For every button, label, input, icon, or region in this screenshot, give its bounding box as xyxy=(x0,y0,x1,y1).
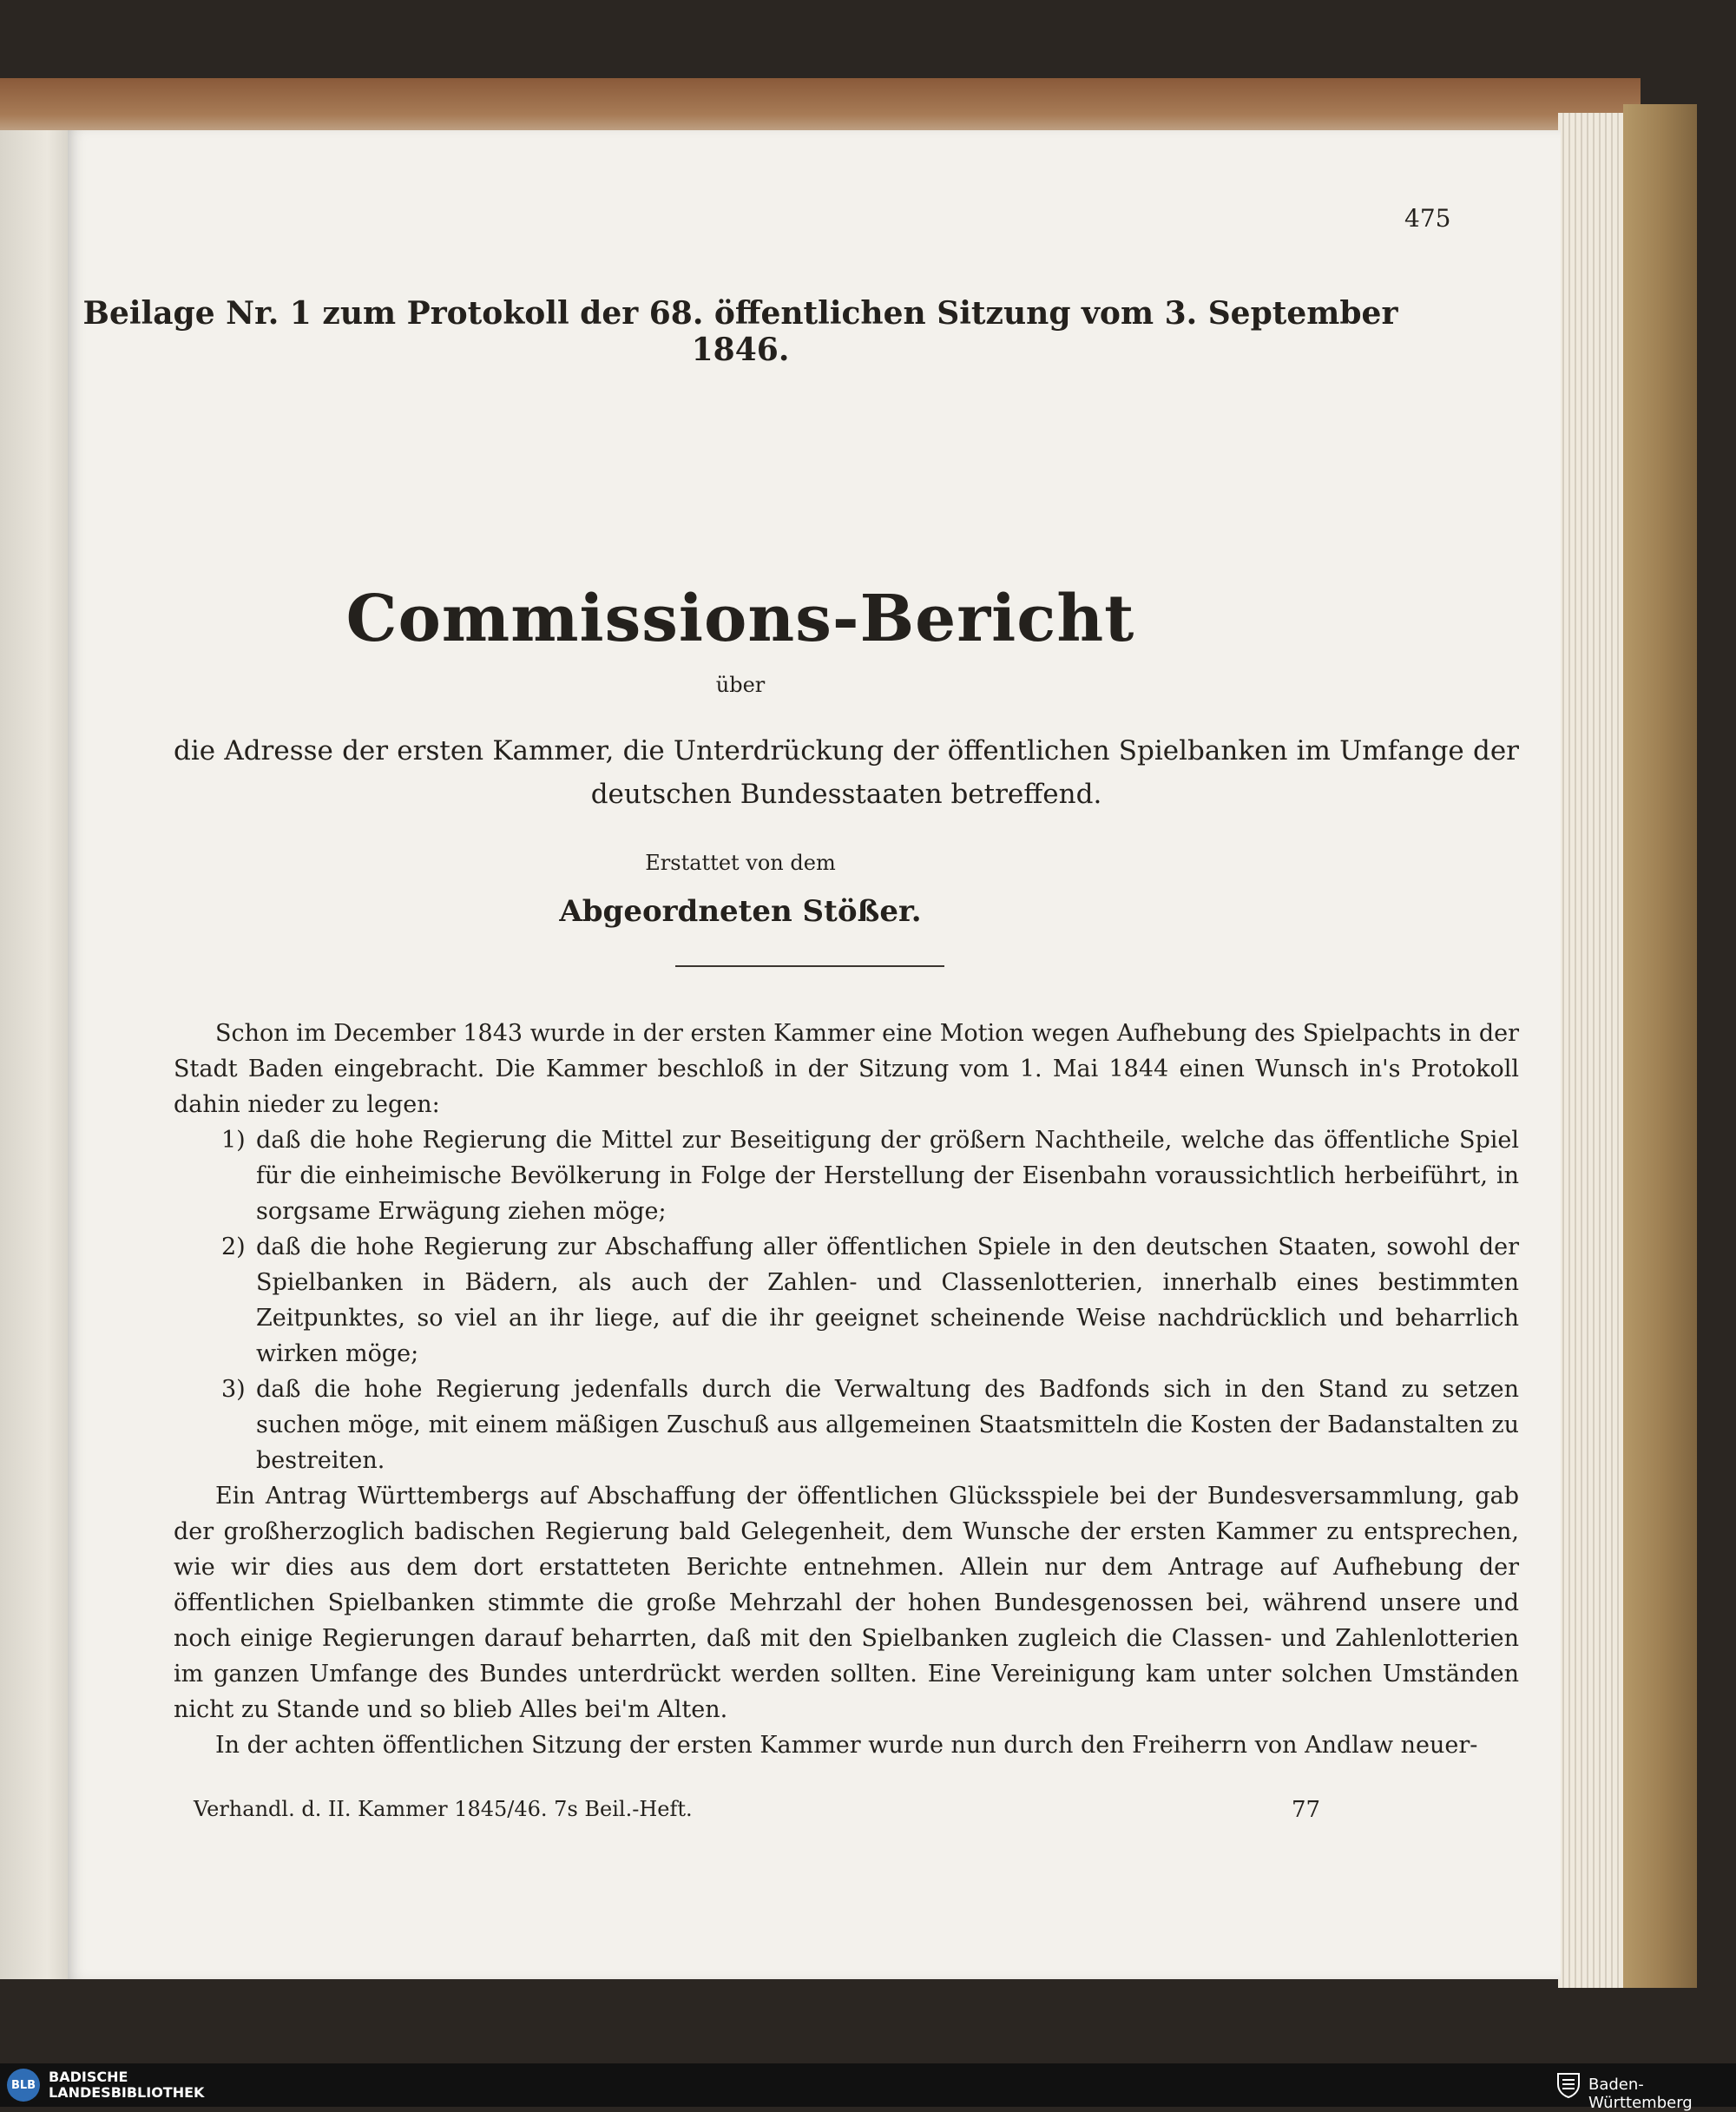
body-text xyxy=(174,1016,1519,1763)
footer-signature: Verhandl. d. II. Kammer 1845/46. 7s Beil.-Heft. xyxy=(194,1797,693,1821)
document-page xyxy=(68,130,1561,1979)
list-item xyxy=(221,1229,1519,1372)
list-item-text: daß die hohe Regierung jedenfalls durch die Verwaltung des Badfonds sich in den Stand zu setzen suchen möge, mit einem mäßigen Zuschuß aus allgemeinen Staatsmitteln die Kosten der Badanstalten zu bestreiten. xyxy=(256,1376,1519,1474)
list-item-number: 2) xyxy=(221,1234,246,1260)
report-ueber: über xyxy=(715,673,766,697)
report-subject: die Adresse der ersten Kammer, die Unterdrückung der öffentlichen Spielbanken im Umfange der deutschen Bundesstaaten betreffend. xyxy=(174,735,1519,810)
blb-logo[interactable]: BLB xyxy=(7,2069,40,2102)
book-cover-edge xyxy=(1623,104,1697,1988)
left-page-edge xyxy=(0,130,68,1979)
paragraph-2: Ein Antrag Württembergs auf Abschaffung der öffentlichen Glücksspiele bei der Bundesversammlung, gab der großherzoglich badischen Regierung bald Gelegenheit, dem Wunsche der ersten Kammer zu entsprechen, wie wir dies aus dem dort erstatteten Berichte entnehmen. Allein nur dem Antrage auf Aufhebung der öffentlichen Spielbanken stimmte die große Mehrzahl der hohen Bundesgenossen bei, während unsere und noch einige Regierungen darauf beharrten, daß mit den Spielbanken zugleich die Classen- und Zahlenlotterien im ganzen Umfange des Bundes unterdrückt werden sollten. Eine Vereinigung kam unter solchen Umständen nicht zu Stande und so blieb Alles bei'm Alten. xyxy=(174,1483,1519,1723)
footer-sheet-number: 77 xyxy=(1292,1797,1321,1823)
paragraph-3: In der achten öffentlichen Sitzung der ersten Kammer wurde nun durch den Freiherrn von Andlaw neuer- xyxy=(215,1732,1478,1759)
submitted-by: Erstattet von dem xyxy=(645,851,836,875)
list-item-number: 1) xyxy=(221,1127,246,1154)
viewer-footer-bar xyxy=(0,2063,1736,2112)
supplement-title: Beilage Nr. 1 zum Protokoll der 68. öffentlichen Sitzung vom 3. September 1846. xyxy=(82,295,1398,368)
library-name-line2: LANDESBIBLIOTHEK xyxy=(49,2084,205,2101)
state-emblem-icon xyxy=(1556,2072,1581,2098)
list-item-text: daß die hohe Regierung zur Abschaffung aller öffentlichen Spiele in den deutschen Staaten, sowohl der Spielbanken in Bädern, als auch der Zahlen- und Classenlotterien, innerhalb eines bestimmten Zeitpunktes, so viel an ihr liege, auf die ihr geeignet scheinende Weise nachdrücklich und beharrlich wirken möge; xyxy=(256,1234,1519,1367)
list-item xyxy=(221,1122,1519,1229)
state-name[interactable]: Baden-Württemberg xyxy=(1588,2076,1693,2112)
divider-rule xyxy=(675,965,944,967)
library-name-line1: BADISCHE xyxy=(49,2069,128,2085)
list-item xyxy=(221,1372,1519,1478)
library-name[interactable] xyxy=(49,2069,204,2101)
report-title: Commissions-Bericht xyxy=(345,582,1135,656)
list-item-text: daß die hohe Regierung die Mittel zur Beseitigung der größern Nachtheile, welche das öffentliche Spiel für die einheimische Bevölkerung in Folge der Herstellung der Eisenbahn voraussichtlich herbeiführt, in sorgsame Erwägung ziehen möge; xyxy=(256,1127,1519,1225)
paragraph-1: Schon im December 1843 wurde in der ersten Kammer eine Motion wegen Aufhebung des Spielpachts in der Stadt Baden eingebracht. Die Kammer beschloß in der Sitzung vom 1. Mai 1844 einen Wunsch in's Protokoll dahin nieder zu legen: xyxy=(174,1020,1519,1118)
resolution-list xyxy=(174,1122,1519,1478)
page-number: 475 xyxy=(1404,204,1451,233)
list-item-number: 3) xyxy=(221,1376,246,1403)
rapporteur-name: Abgeordneten Stößer. xyxy=(559,894,922,929)
